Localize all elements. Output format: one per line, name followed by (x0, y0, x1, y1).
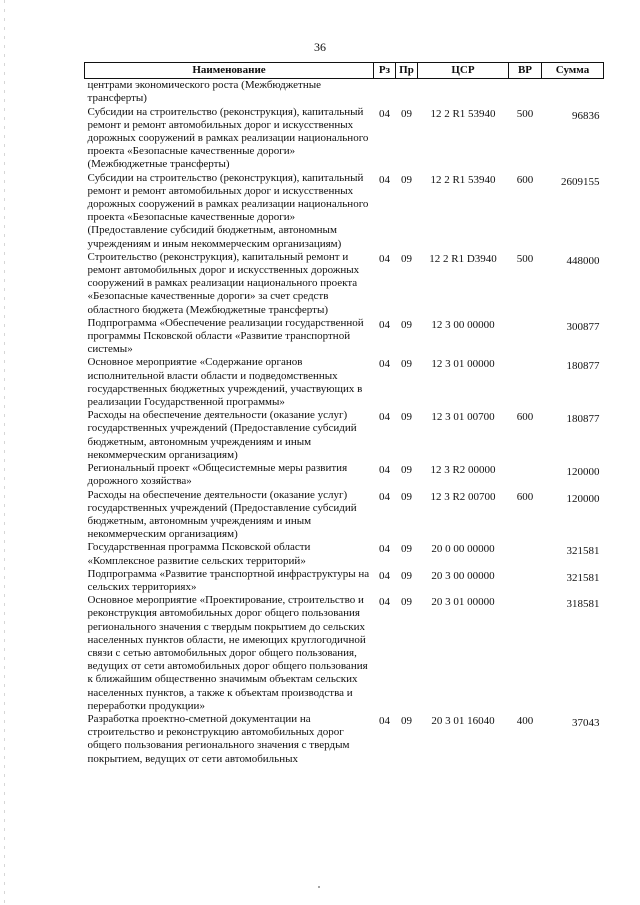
cell-rz: 04 (379, 464, 390, 477)
cell-vr (509, 462, 542, 488)
cell-vr: 600 (516, 173, 534, 186)
cell-sum: 96836 (572, 109, 600, 122)
cell-pr: 09 (401, 543, 412, 556)
cell-pr: 09 (401, 464, 412, 477)
cell-vr (509, 568, 542, 594)
cell-name: Расходы на обеспечение деятельности (оказание услуг) государственных учреждений (Предоставление субсидий бюджетным, автономным учреждениям и иным некоммерческим организациям) (87, 409, 357, 461)
cell-rz (374, 79, 396, 106)
cell-sum: 448000 (566, 254, 600, 267)
table-row (85, 713, 604, 766)
scan-speck (318, 886, 320, 888)
cell-vr (509, 594, 542, 713)
budget-table (84, 62, 604, 766)
cell-sum: 180877 (566, 413, 600, 426)
cell-rz: 04 (379, 714, 390, 727)
header-sum: Сумма (542, 63, 604, 79)
cell-csr: 12 2 R1 53940 (430, 173, 496, 186)
cell-pr: 09 (401, 490, 412, 503)
cell-pr: 09 (401, 596, 412, 609)
table-header (85, 63, 604, 79)
cell-rz: 04 (379, 173, 390, 186)
cell-rz: 04 (379, 569, 390, 582)
header-name: Наименование (85, 63, 374, 79)
cell-vr: 500 (516, 107, 534, 120)
cell-rz: 04 (379, 596, 390, 609)
table-row (85, 317, 604, 357)
table-row (85, 356, 604, 409)
cell-vr: 600 (516, 490, 534, 503)
page-number: 36 (314, 40, 326, 54)
table-row (85, 594, 604, 713)
cell-csr: 20 0 00 00000 (431, 543, 495, 556)
cell-name: Субсидии на строительство (реконструкция), капитальный ремонт и ремонт автомобильных дорог и искусственных дорожных сооружений в рамках реализации национального проекта «Безопасные качественные дороги» (Межбюджетные трансферты) (87, 105, 369, 171)
cell-sum: 321581 (566, 545, 600, 558)
table-row (85, 106, 604, 172)
cell-rz: 04 (379, 252, 390, 265)
cell-name: Разработка проектно-сметной документации на строительство и реконструкцию автомобильных дорог общего пользования регионального значения с твердым покрытием, ведущих от сети автомобильных (87, 712, 350, 765)
cell-rz: 04 (379, 543, 390, 556)
cell-csr: 12 3 00 00000 (431, 318, 495, 331)
cell-csr: 12 2 R1 D3940 (429, 252, 497, 265)
header-rz: Рз (374, 63, 396, 79)
cell-sum: 2609155 (561, 175, 600, 188)
header-csr: ЦСР (418, 63, 509, 79)
cell-csr: 12 3 01 00000 (431, 358, 495, 371)
cell-csr (418, 79, 509, 106)
cell-pr: 09 (401, 714, 412, 727)
cell-pr: 09 (401, 358, 412, 371)
table-row (85, 79, 604, 106)
cell-name: Основное мероприятие «Проектирование, строительство и реконструкция автомобильных дорог общего пользования регионального значения с твердым покрытием до сельских населенных пунктов области, не имеющих круглогодичной связи с сетью автомобильных дорог общего пользования, ведущих от сети автомобильных дорог общего пользования к ближайшим общественно значимым объектам сельских населенных пунктов, а также к объектам производства и переработки продукции» (87, 594, 368, 712)
cell-vr: 600 (516, 411, 534, 424)
cell-vr: 500 (516, 252, 534, 265)
header-pr: Пр (396, 63, 418, 79)
cell-name: Субсидии на строительство (реконструкция), капитальный ремонт и ремонт автомобильных дорог и искусственных дорожных сооружений в рамках реализации национального проекта «Безопасные качественные дороги» (Предоставление субсидий бюджетным, автономным учреждениям и иным некоммерческим организациям) (87, 171, 369, 250)
cell-csr: 12 3 01 00700 (431, 411, 495, 424)
scan-edge-mark (4, 0, 5, 905)
cell-rz: 04 (379, 411, 390, 424)
cell-sum: 321581 (566, 571, 600, 584)
table-row (85, 489, 604, 542)
cell-rz: 04 (379, 107, 390, 120)
cell-pr: 09 (401, 411, 412, 424)
cell-name: Подпрограмма «Обеспечение реализации государственной программы Псковской области «Развитие транспортной системы» (87, 316, 364, 356)
cell-rz: 04 (379, 490, 390, 503)
cell-name: Подпрограмма «Развитие транспортной инфраструктуры на сельских территориях» (87, 567, 370, 593)
header-row (85, 63, 604, 79)
table-row (85, 251, 604, 317)
cell-sum (542, 79, 604, 106)
cell-sum: 300877 (566, 320, 600, 333)
cell-pr: 09 (401, 318, 412, 331)
cell-pr (396, 79, 418, 106)
cell-vr (509, 356, 542, 409)
cell-sum: 120000 (566, 466, 600, 479)
header-vr: ВР (509, 63, 542, 79)
cell-name: Государственная программа Псковской области «Комплексное развитие сельских территорий» (87, 541, 311, 567)
table-row (85, 172, 604, 251)
cell-sum: 180877 (566, 360, 600, 373)
cell-csr: 20 3 01 16040 (431, 714, 495, 727)
table-row (85, 462, 604, 488)
cell-name: Региональный проект «Общесистемные меры развития дорожного хозяйства» (87, 462, 348, 488)
cell-sum: 120000 (566, 492, 600, 505)
cell-rz: 04 (379, 318, 390, 331)
cell-csr: 12 3 R2 00000 (430, 464, 496, 477)
cell-csr: 20 3 01 00000 (431, 596, 495, 609)
cell-vr (509, 317, 542, 357)
cell-sum: 37043 (572, 716, 600, 729)
cell-csr: 20 3 00 00000 (431, 569, 495, 582)
cell-csr: 12 3 R2 00700 (430, 490, 496, 503)
table-row (85, 568, 604, 594)
cell-pr: 09 (401, 252, 412, 265)
cell-name: Расходы на обеспечение деятельности (оказание услуг) государственных учреждений (Предоставление субсидий бюджетным, автономным учреждениям и иным некоммерческим организациям) (87, 488, 357, 541)
cell-csr: 12 2 R1 53940 (430, 107, 496, 120)
cell-vr: 400 (516, 714, 534, 727)
cell-vr (509, 79, 542, 106)
cell-pr: 09 (401, 107, 412, 120)
cell-pr: 09 (401, 569, 412, 582)
cell-rz: 04 (379, 358, 390, 371)
cell-name: центрами экономического роста (Межбюджетные трансферты) (87, 79, 321, 105)
table-row (85, 409, 604, 462)
budget-table-container (84, 62, 603, 766)
table-body (85, 79, 604, 766)
cell-name: Строительство (реконструкция), капитальный ремонт и ремонт автомобильных дорог и искусственных дорожных сооружений в рамках реализации национального проекта «Безопасные качественные дороги» за счет средств областного бюджета (Межбюджетные трансферты) (87, 250, 360, 316)
cell-pr: 09 (401, 173, 412, 186)
cell-name: Основное мероприятие «Содержание органов исполнительной власти области и подведомственных государственных бюджетных учреждений, участвующих в реализации Государственной программы» (87, 356, 363, 409)
cell-sum: 318581 (566, 598, 600, 611)
cell-vr (509, 541, 542, 567)
table-row (85, 541, 604, 567)
